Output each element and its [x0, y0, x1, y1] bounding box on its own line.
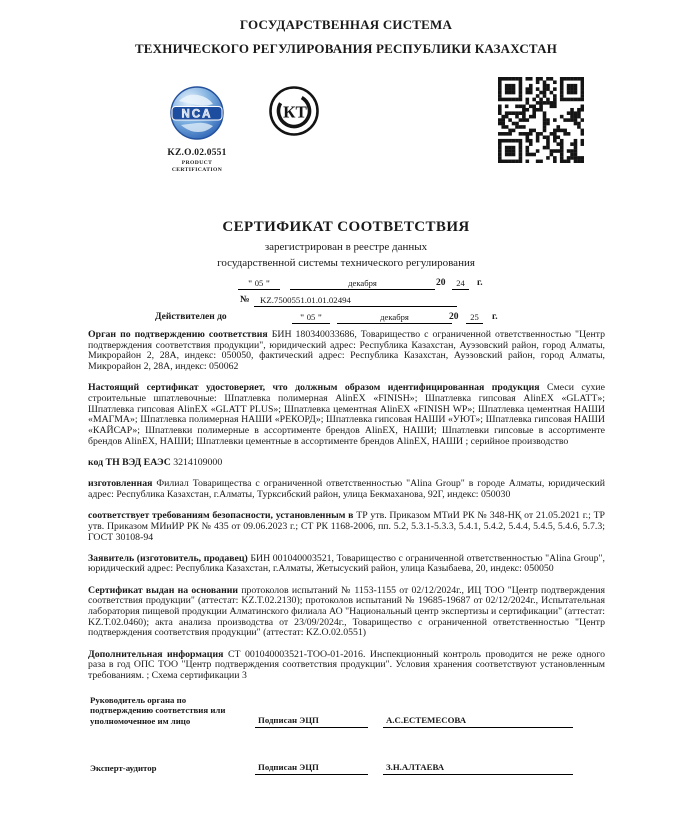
nca-accreditation-code: KZ.O.02.0551 [167, 148, 227, 158]
document-header [0, 13, 692, 61]
paragraph-text: СТ 001040003521-ТОО-01-2016. Инспекционный контроль проводится не реже одного раза в год ОПС ТОО "Центр подтверждения соответствия продукции". Условия хранения соответствуют установленным требованиям. ; Схема сертификации 3 [88, 648, 605, 682]
signature-role-head [90, 695, 255, 728]
paragraph-product [88, 383, 605, 447]
globe-logo-icon [169, 108, 225, 145]
number-label: № [240, 295, 250, 305]
paragraph-text: БИН 001040003521, Товарищество с ограниченной ответственностью "Alina Group", юридический адрес: Республика Казахстан, г.Алматы, Жетысуский район, улица Казыбаева, 20, индекс: 050050 [88, 552, 605, 575]
paragraph-basis [88, 586, 605, 640]
signature-name-head: А.С.ЕСТЕМЕСОВА [383, 715, 573, 728]
kt-conformity-mark-icon [266, 84, 324, 142]
signature-name-auditor: З.Н.АЛТАЕВА [383, 762, 573, 775]
paragraph-text: протоколов испытаний № 1153-1155 от 02/12/2024г., ИЦ ТОО "Центр подтверждения соответствия продукции" (аттестат: KZ.T.02.2130); протоколов испытаний № 19685-19687 от 02/12/2024г., Испытательная лаборатория пищевой продукции Алматинского филиала АО "Национальный центр экспертизы и сертификации" (аттестат: KZ.T.02.0460); акта анализа производства от 23/09/2024г., Товарищество с ограниченной ответственностью "Центр подтверждения соответствия продукции" (аттестат: KZ.O.02.0551) [88, 584, 606, 639]
issue-year-suffix: г. [477, 278, 483, 288]
certificate-body [88, 330, 605, 692]
paragraph-lead: Настоящий сертификат удостоверяет, что должным образом идентифицированная продукция [88, 382, 540, 394]
nca-caption-line-2: CERTIFICATION [171, 167, 223, 173]
valid-until-row [0, 311, 692, 325]
role-line-1: Руководитель органа по [90, 695, 187, 705]
issue-year: 24 [456, 278, 465, 288]
paragraph-lead: Заявитель (изготовитель, продавец) [88, 552, 248, 564]
paragraph-lead: Дополнительная информация [88, 648, 224, 660]
valid-year-field [466, 311, 483, 324]
role-line-1: Эксперт-аудитор [90, 762, 157, 773]
paragraph-hs-code [88, 458, 605, 469]
issue-year-field [452, 277, 469, 290]
paragraph-text: ТР утв. Приказом МТиИ РК № 348-НҚ от 21.05.2021 г.; ТР утв. Приказом МИиИР РК № 435 от 09.06.2023 г.; СТ РК 1168-2006, пп. 5.2, 5.3.1-5.3.3, 5.4.1, 5.4.2, 5.4.4, 5.4.5, 5.4.6, 5.7.3; ГОСТ 30108-94 [88, 510, 605, 543]
signature-row-head [90, 695, 573, 728]
header-line-1: ГОСУДАРСТВЕННАЯ СИСТЕМА [239, 17, 453, 32]
valid-month-field [337, 311, 452, 324]
paragraph-manufacturer [88, 479, 605, 500]
paragraph-lead: изготовленная [88, 478, 153, 490]
paragraph-additional-info [88, 650, 605, 682]
paragraph-applicant [88, 554, 605, 575]
valid-year-suffix: г. [492, 312, 498, 322]
paragraph-text: 3214109000 [173, 457, 223, 469]
paragraph-lead: Орган по подтверждению соответствия [88, 329, 268, 340]
signature-role-auditor [90, 763, 255, 775]
nca-caption-line-1: PRODUCT [181, 160, 213, 166]
paragraph-certification-body [88, 330, 605, 373]
nca-accreditation-mark [157, 85, 237, 174]
nca-logo-text: NCA [181, 108, 213, 121]
header-line-2: ТЕХНИЧЕСКОГО РЕГУЛИРОВАНИЯ РЕСПУБЛИКИ КАЗАХСТАН [134, 41, 558, 56]
close-quote: " [317, 312, 323, 322]
close-quote: " [265, 278, 271, 288]
issue-day-field [238, 277, 280, 290]
qr-code-icon [498, 77, 584, 163]
paragraph-text: Смеси сухие строительные шпатлевочные: Шпатлевка полимерная AlinEX «FINISH»; Шпатлевка гипсовая AlinEX «GLATT»; Шпатлевка гипсовая AlinEX «GLATT PLUS»; Шпатлевка цементная AlinEX «FINISH WP»; Шпатлевка цементная НАШИ «МАГМА»; Шпатлевка полимерная НАШИ «РЕКОРД»; Шпатлевка гипсовая НАШИ «УЮТ»; Шпатлевка гипсовая НАШИ «КАЙСАР»; Шпатлевки полимерные в ассортименте брендов AlinEX, НАШИ; Шпатлевки гипсовые в ассортименте брендов AlinEX, НАШИ; Шпатлевки цементные в ассортименте брендов AlinEX, НАШИ ; серийное производство [88, 382, 606, 447]
certificate-subtitle-2: государственной системы технического регулирования [217, 257, 475, 269]
valid-day: 05 [306, 312, 316, 322]
issue-day: 05 [254, 278, 264, 288]
certificate-number: KZ.7500551.01.01.02494 [254, 294, 457, 307]
paragraph-text: БИН 180340033686, Товарищество с ограниченной ответственностью "Центр подтверждения соответствия продукции", юридический адрес: Республика Казахстан, Ауэзовский район, город Алматы, Микрорайон 2, 28А, индекс: 050050, фактический адрес: Республика Казахстан, Ауэзовский район, город Алматы, Микрорайон 2, 28А, индекс: 050062 [88, 329, 605, 373]
kt-mark-letters: КТ [283, 102, 307, 122]
valid-century: 20 [449, 312, 459, 322]
role-line-3: уполномоченное им лицо [90, 715, 191, 726]
issue-century: 20 [436, 278, 446, 288]
nca-caption [157, 160, 237, 174]
paragraph-lead: Сертификат выдан на основании [88, 584, 239, 596]
valid-day-field [292, 311, 330, 324]
valid-year: 25 [470, 312, 479, 322]
signature-method-auditor: Подписан ЭЦП [255, 762, 368, 775]
signature-method-head: Подписан ЭЦП [255, 715, 368, 728]
paragraph-text: Филиал Товарищества с ограниченной ответственностью "Alina Group" в городе Алматы, юридический адрес: Республика Казахстан, г.Алматы, Турксибский район, улица Бекмаханова, 92Г, индекс: 050030 [88, 478, 606, 500]
issue-date-row [0, 277, 692, 291]
paragraph-requirements [88, 511, 605, 543]
paragraph-lead: соответствует требованиям безопасности, установленным в [88, 510, 354, 522]
issue-month: декабря [348, 278, 377, 288]
issue-month-field [290, 277, 435, 290]
valid-month: декабря [380, 312, 409, 322]
certificate-number-row [0, 294, 692, 308]
certificate-title: СЕРТИФИКАТ СООТВЕТСТВИЯ [222, 219, 470, 235]
open-quote: " [299, 312, 305, 322]
role-line-2: подтверждению соответствия или [90, 705, 226, 716]
open-quote: " [247, 278, 253, 288]
valid-until-label: Действителен до [155, 312, 227, 322]
certificate-subtitle-1: зарегистрирован в реестре данных [264, 241, 428, 253]
signature-row-auditor [90, 762, 573, 775]
paragraph-lead: код ТН ВЭД ЕАЭС [88, 457, 171, 469]
